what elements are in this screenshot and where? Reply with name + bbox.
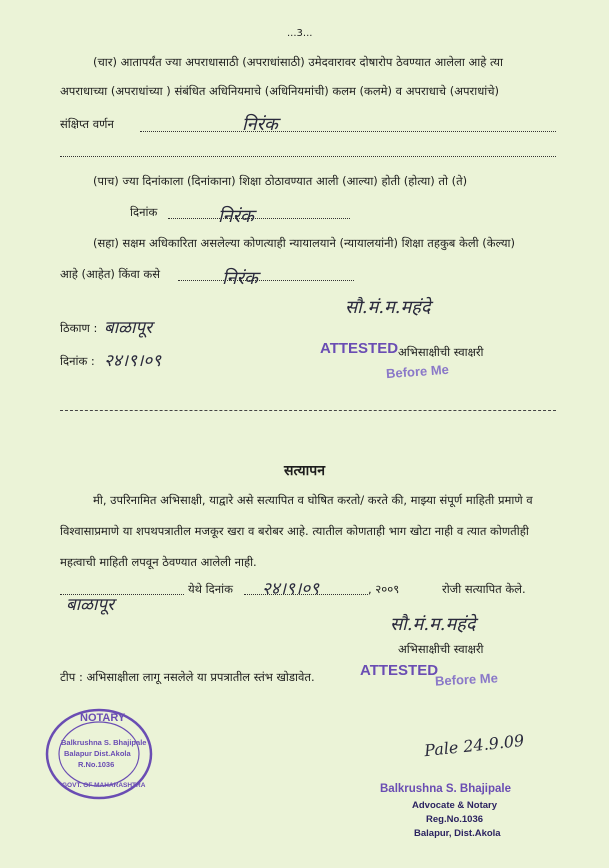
page-number: ...3...	[287, 28, 313, 39]
note-text: टीप : अभिसाक्षीला लागू नसलेले या प्रपत्रातील स्तंभ खोडावेत.	[60, 670, 315, 684]
notary-signature: Pale 24.9.09	[423, 730, 526, 761]
section-divider	[60, 410, 556, 411]
section-five-value: निरंक	[218, 206, 254, 227]
verification-place-value: बाळापूर	[66, 595, 115, 615]
dotted-line	[60, 156, 556, 157]
verification-verified-text: रोजी सत्यापित केले.	[442, 582, 526, 596]
seal-place: Balapur Dist.Akola	[64, 749, 131, 758]
verification-year: , २००९	[368, 582, 400, 596]
seal-name: Balkrushna S. Bhajipale	[61, 738, 147, 747]
dotted-line	[168, 218, 350, 219]
dotted-line	[178, 280, 354, 281]
section-four-label: संक्षिप्त वर्णन	[60, 117, 114, 131]
place-label: ठिकाण :	[60, 321, 98, 335]
section-four-line2: अपराधाच्या (अपराधांच्या ) संबंधित अधिनियमाचे (अधिनियमांची) कलम (कलमे) व अपराधाचे (अपराधांचे)	[60, 84, 500, 98]
before-me-stamp-1: Before Me	[385, 361, 450, 382]
date-label: दिनांक :	[60, 354, 95, 368]
seal-reg: R.No.1036	[78, 760, 115, 769]
verification-line2: विश्वासाप्रमाणे या शपथपत्रातील मजकूर खरा व बरोबर आहे. त्यातील कोणताही भाग खोटा नाही व त्यात कोणतीही	[60, 524, 529, 538]
section-four-line1: (चार) आतापर्यंत ज्या अपराधासाठी (अपराधांसाठी) उमेदवारावर दोषारोप ठेवण्यात आलेला आहे त्या	[93, 55, 503, 69]
seal-bottom-text: GOVT. OF MAHARASHTRA	[62, 782, 146, 789]
dotted-line	[140, 131, 556, 132]
signature-2-caption: अभिसाक्षीची स्वाक्षरी	[398, 642, 484, 656]
verification-line1: मी, उपरिनामित अभिसाक्षी, याद्वारे असे सत्यापित व घोषित करतो/ करते की, माझ्या संपूर्ण माहिती प्रमाणे व	[93, 493, 533, 507]
section-six-value: निरंक	[222, 268, 258, 289]
verification-here-date: येथे दिनांक	[188, 582, 233, 596]
notary-stamp-reg: Reg.No.1036	[426, 814, 484, 825]
attested-stamp-2: ATTESTED	[360, 662, 439, 679]
signature-1: सौ.मं.म.महंदे	[345, 297, 431, 318]
section-six-label: आहे (आहेत) किंवा कसे	[60, 267, 161, 281]
section-four-value: निरंक	[242, 114, 278, 135]
verification-date-value: २४।९।०९	[262, 579, 320, 599]
section-six-line1: (सहा) सक्षम अधिकारिता असलेल्या कोणत्याही न्यायालयाने (न्यायालयांनी) शिक्षा तहकुब केली (केल्या)	[93, 236, 515, 250]
signature-2: सौ.मं.म.महंदे	[390, 614, 476, 635]
before-me-stamp-2: Before Me	[434, 670, 499, 689]
place-value: बाळापूर	[104, 318, 153, 338]
verification-title: सत्यापन	[284, 463, 325, 479]
notary-seal	[44, 707, 154, 801]
section-five-line1: (पाच) ज्या दिनांकाला (दिनांकाना) शिक्षा ठोठावण्यात आली (आल्या) होती (होत्या) तो (ते)	[93, 174, 468, 188]
seal-top-text: NOTARY	[80, 712, 126, 724]
notary-stamp-address: Balapur, Dist.Akola	[414, 828, 501, 839]
notary-stamp-name: Balkrushna S. Bhajipale	[380, 783, 512, 795]
section-five-label: दिनांक	[130, 205, 158, 219]
verification-line3: महत्वाची माहिती लपवून ठेवण्यात आलेली नाही.	[60, 555, 257, 569]
date-value: २४।९।०९	[104, 351, 162, 371]
notary-stamp-title: Advocate & Notary	[412, 800, 497, 811]
attested-stamp-1: ATTESTED	[320, 340, 399, 357]
signature-1-caption: अभिसाक्षीची स्वाक्षरी	[398, 345, 484, 359]
